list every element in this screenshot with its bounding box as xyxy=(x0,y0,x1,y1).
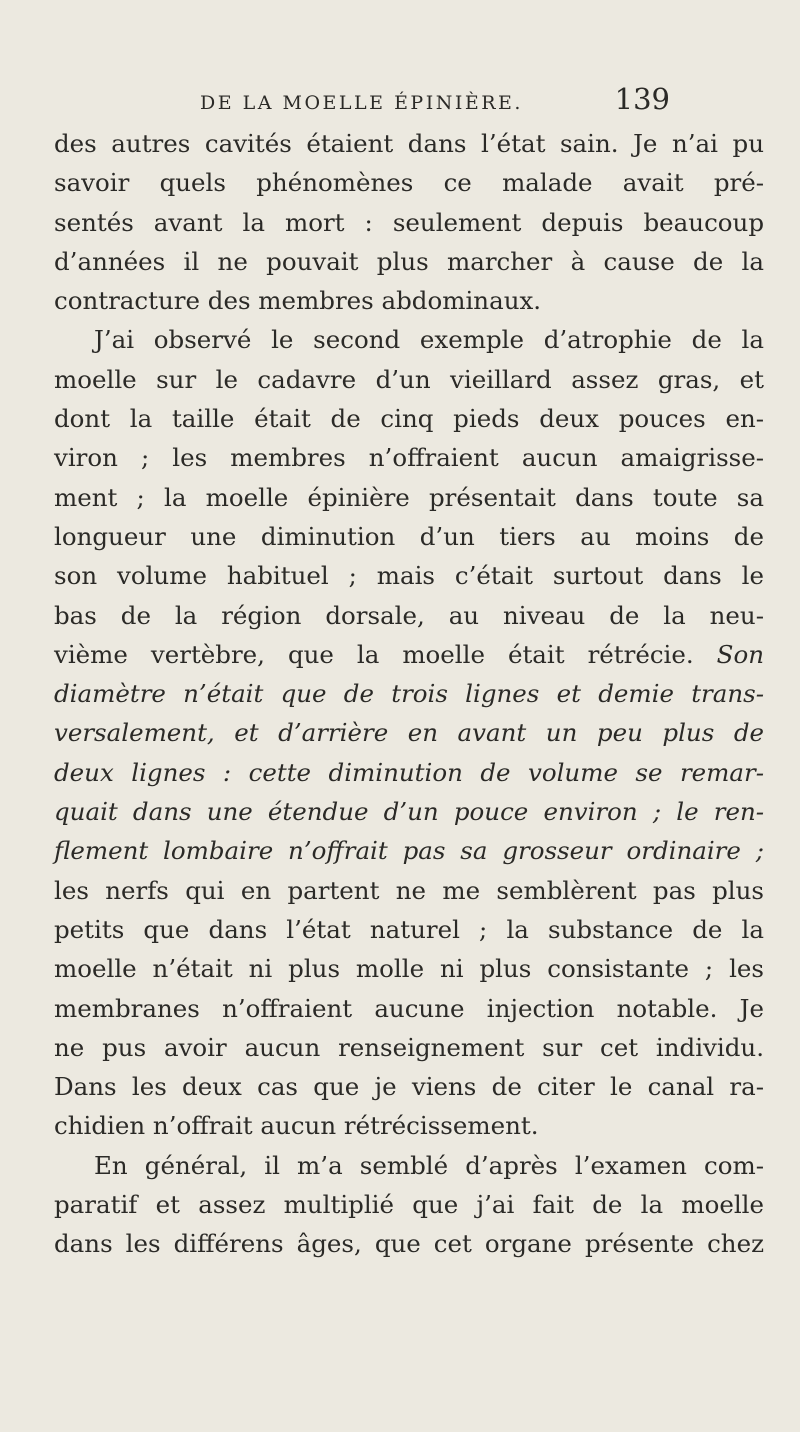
text-line: son volume habituel ; mais c’était surtout dans le xyxy=(54,561,764,591)
text-line: les nerfs qui en partent ne me semblèrent pas plus xyxy=(54,875,764,905)
body-text xyxy=(54,124,764,1264)
italic-line: versalement, et d’arrière en avant un peu plus de xyxy=(54,718,764,748)
italic-line: flement lombaire n’offrait pas sa grosseur ordinaire ; xyxy=(54,836,764,866)
text-line: sentés avant la mort : seulement depuis beaucoup xyxy=(54,207,764,237)
text-line: dans les différens âges, que cet organe présente chez xyxy=(54,1229,764,1259)
text-line: viron ; les membres n’offraient aucun amaigrisse- xyxy=(54,443,764,473)
text-run: vième vertèbre, que la moelle était rétrécie. xyxy=(54,639,694,669)
text-line: paratif et assez multiplié que j’ai fait de la moelle xyxy=(54,1190,764,1220)
text-line: Dans les deux cas que je viens de citer le canal ra- xyxy=(54,1072,764,1102)
text-line: bas de la région dorsale, au niveau de la neu- xyxy=(54,600,764,630)
text-line: moelle sur le cadavre d’un vieillard assez gras, et xyxy=(54,364,764,394)
text-line: ne pus avoir aucun renseignement sur cet individu. xyxy=(54,1032,764,1062)
italic-line: diamètre n’était que de trois lignes et demie trans- xyxy=(54,679,764,709)
italic-line: deux lignes : cette diminution de volume se remar- xyxy=(54,757,764,787)
text-line: chidien n’offrait aucun rétrécissement. xyxy=(54,1111,539,1141)
text-line: J’ai observé le second exemple d’atrophie de la xyxy=(94,325,764,355)
text-line: d’années il ne pouvait plus marcher à cause de la xyxy=(54,246,764,276)
text-line: des autres cavités étaient dans l’état sain. Je n’ai pu xyxy=(54,129,764,158)
italic-line: quait dans une étendue d’un pouce environ ; le ren- xyxy=(54,797,764,827)
text-line: contracture des membres abdominaux. xyxy=(54,286,542,316)
text-line: moelle n’était ni plus molle ni plus consistante ; les xyxy=(54,954,764,984)
text-line: dont la taille était de cinq pieds deux pouces en- xyxy=(54,404,764,434)
text-line-mixed xyxy=(54,635,764,674)
page-number: 139 xyxy=(614,82,670,116)
text-line: ment ; la moelle épinière présentait dans toute sa xyxy=(54,482,764,512)
italic-run: Son xyxy=(716,639,764,669)
text-line: longueur une diminution d’un tiers au moins de xyxy=(54,521,764,551)
running-title: DE LA MOELLE ÉPINIÈRE. xyxy=(200,92,523,114)
text-line: petits que dans l’état naturel ; la substance de la xyxy=(54,914,764,944)
text-line: En général, il m’a semblé d’après l’examen com- xyxy=(94,1150,764,1180)
running-head xyxy=(200,80,670,120)
text-line: savoir quels phénomènes ce malade avait pré- xyxy=(54,168,764,198)
text-line: membranes n’offraient aucune injection notable. Je xyxy=(54,993,764,1023)
